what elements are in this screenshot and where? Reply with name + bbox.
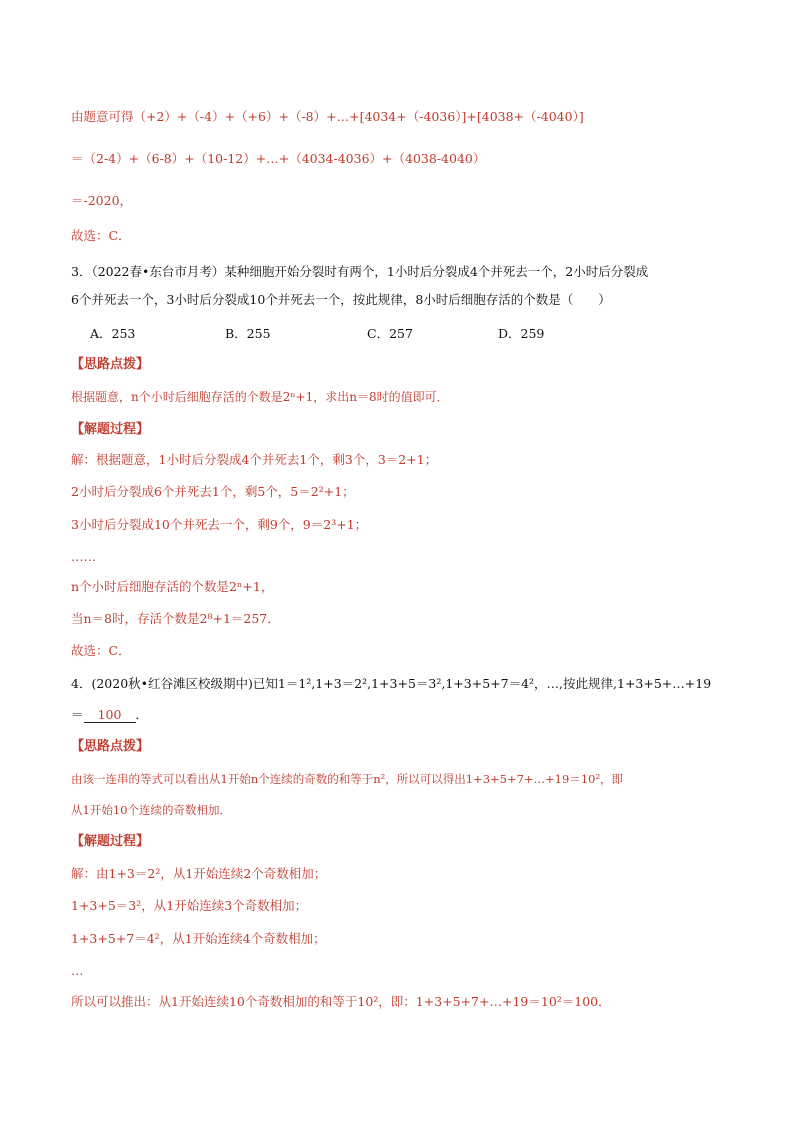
question-3-stem-line-1: 3．（2022春•东台市月考）某种细胞开始分裂时有两个，1小时后分裂成4个并死去一个，2小时后分裂成 [71,264,649,279]
question-4-stem-line-2 [71,706,148,724]
question-4-hint-line-2: 从1开始10个连续的奇数相加． [71,803,231,817]
question-4-solution-line-1: 解：由1+3＝2²，从1开始连续2个奇数相加； [71,866,327,881]
answer-blank: 100 [84,708,136,723]
question-4-hint-heading: 【思路点拨】 [71,739,150,754]
solution-line-2: ＝（2-4）+（6-8）+（10-12）+…+（4034-4036）+（4038-4040） [71,151,486,166]
question-3-hint: 根据题意，n个小时后细胞存活的个数是2ⁿ+1，求出n＝8时的值即可． [71,390,449,404]
question-4-solution-line-3: 1+3+5+7＝4²，从1开始连续4个奇数相加； [71,931,326,946]
question-4-solution-line-2: 1+3+5＝3²，从1开始连续3个奇数相加； [71,898,308,913]
question-4-hint-line-1: 由该一连串的等式可以看出从1开始n个连续的奇数的和等于n²，所以可以得出1+3+5+7+…+19＝10²，即 [71,772,624,786]
question-4-solution-conclusion: 所以可以推出：从1开始连续10个奇数相加的和等于10²，即：1+3+5+7+…+19＝10²＝100． [71,994,611,1009]
period: ． [135,707,149,722]
option-c: C．257 [367,326,413,341]
question-3-solution-line-5: n个小时后细胞存活的个数是2ⁿ+1， [71,579,274,594]
question-3-solution-line-1: 解：根据题意，1小时后分裂成4个并死去1个，剩3个，3＝2+1； [71,452,438,467]
question-3-solution-line-2: 2小时后分裂成6个并死去1个，剩5个，5＝2²+1； [71,484,355,499]
option-b: B．255 [225,326,271,341]
question-3-options [90,325,590,343]
option-a: A．253 [90,326,136,341]
question-3-hint-heading: 【思路点拨】 [71,357,150,372]
question-4-solution-ellipsis: … [71,963,84,978]
solution-line-1: 由题意可得（+2）+（-4）+（+6）+（-8）+…+[4034+（-4036）]+[4038+（-4040）] [71,109,584,124]
equals-sign: ＝ [71,707,84,722]
solution-line-3: ＝-2020， [71,193,133,208]
question-3-solution-heading: 【解题过程】 [71,422,150,437]
question-3-solution-ellipsis: …… [71,549,96,564]
question-3-solution-line-3: 3小时后分裂成10个并死去一个，剩9个，9＝2³+1； [71,517,368,532]
question-4-solution-heading: 【解题过程】 [71,834,150,849]
question-4-stem-line-1: 4．(2020秋•红谷滩区校级期中)已知1＝1²,1+3＝2²,1+3+5＝3²,1+3+5+7＝4²，…,按此规律,1+3+5+…+19 [71,676,712,691]
option-d: D．259 [498,326,545,341]
question-3-answer: 故选：C． [71,643,131,658]
answer-line: 故选：C． [71,228,131,243]
question-3-stem-line-2: 6个并死去一个，3小时后分裂成10个并死去一个，按此规律，8小时后细胞存活的个数是（ ） [71,292,611,307]
question-3-solution-line-6: 当n＝8时，存活个数是2⁸+1＝257． [71,611,280,626]
